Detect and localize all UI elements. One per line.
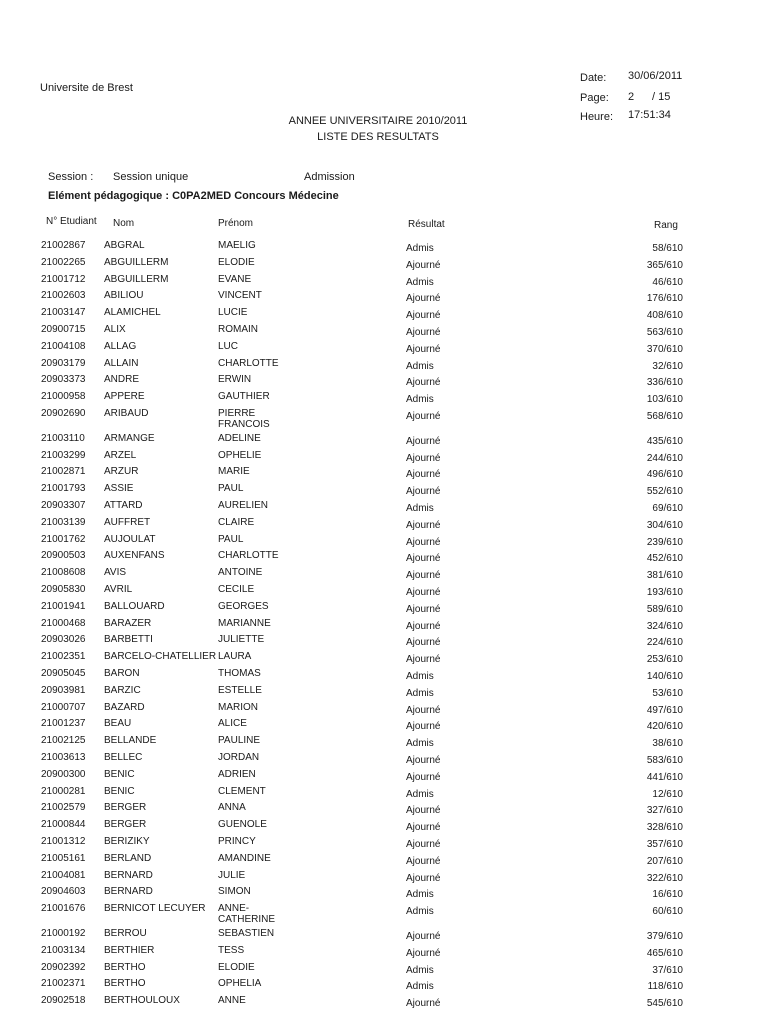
student-prenom: ADELINE [218, 432, 261, 444]
student-rang: 322/610 [646, 872, 683, 884]
student-id: 20900715 [41, 324, 86, 335]
table-row [0, 289, 768, 305]
date-value: 30/06/2011 [628, 70, 683, 82]
student-resultat: Admis [406, 394, 434, 406]
table-row [0, 600, 768, 616]
student-id: 21001762 [41, 533, 86, 545]
student-resultat: Ajourné [406, 259, 441, 271]
student-id: 21003134 [41, 944, 86, 956]
student-id: 21003613 [41, 752, 86, 763]
student-rang: 244/610 [646, 452, 683, 464]
student-rang: 563/610 [646, 327, 683, 338]
student-rang: 381/610 [646, 570, 683, 582]
student-id: 20904603 [41, 886, 86, 898]
student-resultat: Admis [406, 964, 434, 976]
student-nom: ALLAG [104, 340, 137, 352]
student-rang: 69/610 [652, 503, 683, 514]
table-row [0, 734, 768, 750]
student-resultat: Ajourné [406, 998, 441, 1010]
student-prenom: PIERRE [218, 408, 256, 419]
student-nom: AUXENFANS [104, 550, 165, 562]
table-row [0, 994, 768, 1010]
student-resultat: Ajourné [406, 452, 441, 464]
student-resultat: Admis [406, 788, 434, 800]
student-id: 21000707 [41, 701, 86, 713]
student-resultat: Ajourné [406, 310, 441, 322]
table-row [0, 566, 768, 582]
student-nom: ABGUILLERM [104, 273, 169, 285]
university-name: Universite de Brest [40, 82, 133, 94]
table-row [0, 785, 768, 801]
student-rang: 38/610 [652, 738, 683, 750]
student-prenom: CHARLOTTE [218, 357, 279, 369]
student-prenom: CLEMENT [218, 785, 266, 797]
student-nom: BERGER [104, 802, 147, 814]
student-prenom-continued: FRANCOIS [218, 419, 270, 430]
student-nom: ABGUILLERM [104, 256, 169, 268]
table-row [0, 533, 768, 549]
student-rang: 32/610 [652, 360, 683, 372]
student-prenom: CECILE [218, 584, 255, 595]
student-rang: 589/610 [646, 603, 683, 615]
student-prenom: AMANDINE [218, 852, 271, 864]
student-resultat: Ajourné [406, 721, 441, 733]
student-rang: 327/610 [646, 805, 683, 817]
column-header-prenom: Prénom [218, 218, 254, 229]
student-rang: 224/610 [646, 637, 683, 649]
student-rang: 60/610 [652, 906, 683, 918]
student-resultat: Ajourné [406, 587, 441, 598]
student-nom: ASSIE [104, 483, 134, 495]
table-row [0, 902, 768, 926]
table-row [0, 944, 768, 960]
student-nom: BAZARD [104, 701, 145, 713]
table-row [0, 357, 768, 373]
student-prenom: PRINCY [218, 836, 256, 847]
student-id: 20905045 [41, 668, 86, 679]
column-header-id: N° Etudiant [46, 216, 97, 227]
column-header-nom: Nom [113, 218, 135, 229]
table-row [0, 256, 768, 272]
student-id: 21000468 [41, 617, 86, 629]
student-nom: ARMANGE [104, 432, 155, 444]
student-id: 20903373 [41, 374, 86, 386]
student-rang: 176/610 [646, 293, 683, 305]
table-row [0, 801, 768, 817]
table-row [0, 835, 768, 851]
student-rang: 452/610 [646, 553, 683, 565]
student-prenom: VINCENT [218, 290, 262, 302]
table-row [0, 583, 768, 599]
student-prenom: CLAIRE [218, 516, 255, 528]
student-nom: ARZEL [104, 449, 137, 461]
student-prenom: JULIETTE [218, 634, 265, 646]
student-prenom: MARION [218, 701, 258, 713]
table-row [0, 239, 768, 255]
student-id: 21002351 [41, 651, 86, 663]
student-prenom: LUC [218, 340, 239, 352]
student-nom: ALIX [104, 324, 126, 335]
student-resultat: Ajourné [406, 435, 441, 447]
admission-label: Admission [304, 171, 355, 183]
student-id: 21001793 [41, 483, 86, 495]
student-id: 21000192 [41, 928, 86, 939]
student-resultat: Ajourné [406, 755, 441, 766]
student-nom: ALLAIN [104, 357, 139, 369]
student-prenom: LAURA [218, 651, 252, 663]
student-prenom: ELODIE [218, 256, 255, 268]
table-row [0, 432, 768, 448]
table-row [0, 407, 768, 430]
academic-year-title: ANNEE UNIVERSITAIRE 2010/2011 [288, 115, 468, 127]
student-resultat: Ajourné [406, 536, 441, 548]
student-resultat: Ajourné [406, 805, 441, 817]
student-nom: AUFFRET [104, 516, 151, 528]
table-row [0, 885, 768, 901]
student-rang: 408/610 [646, 310, 683, 322]
student-resultat: Ajourné [406, 654, 441, 666]
student-rang: 357/610 [646, 839, 683, 850]
student-prenom: ALICE [218, 718, 247, 730]
table-row [0, 927, 768, 943]
student-nom: BELLEC [104, 752, 143, 763]
student-resultat: Admis [406, 671, 434, 682]
student-prenom: ESTELLE [218, 684, 262, 696]
student-prenom: ROMAIN [218, 324, 258, 335]
student-prenom: TESS [218, 944, 245, 956]
table-row [0, 390, 768, 406]
student-resultat: Ajourné [406, 293, 441, 305]
time-label: Heure: [580, 111, 614, 123]
table-row [0, 549, 768, 565]
column-header-rang: Rang [654, 220, 678, 231]
student-resultat: Admis [406, 738, 434, 750]
student-resultat: Admis [406, 981, 434, 993]
student-rang: 58/610 [652, 243, 683, 254]
student-id: 21002603 [41, 290, 86, 302]
student-id: 21002871 [41, 466, 86, 478]
student-rang: 552/610 [646, 486, 683, 498]
table-row [0, 373, 768, 389]
student-nom: BENIC [104, 785, 135, 797]
student-resultat: Ajourné [406, 771, 441, 783]
student-resultat: Ajourné [406, 411, 441, 422]
table-row [0, 617, 768, 633]
table-row [0, 516, 768, 532]
student-prenom: SIMON [218, 886, 251, 898]
student-nom: ATTARD [104, 500, 143, 511]
student-prenom: AURELIEN [218, 500, 269, 511]
table-row [0, 701, 768, 717]
student-id: 21004081 [41, 869, 86, 881]
student-id: 21005161 [41, 852, 86, 864]
student-id: 21001712 [41, 273, 86, 285]
student-nom: BERTHOULOUX [104, 995, 180, 1007]
student-resultat: Ajourné [406, 327, 441, 338]
student-resultat: Ajourné [406, 637, 441, 649]
student-nom: BARZIC [104, 684, 141, 696]
student-id: 21000958 [41, 391, 86, 403]
student-id: 20900300 [41, 768, 86, 780]
student-rang: 568/610 [646, 411, 683, 422]
student-rang: 140/610 [646, 671, 683, 682]
student-prenom: ANTOINE [218, 567, 263, 579]
student-rang: 253/610 [646, 654, 683, 666]
student-prenom: LUCIE [218, 307, 248, 319]
student-prenom: ANNE- [218, 903, 250, 915]
student-rang: 118/610 [647, 981, 683, 993]
student-prenom: ERWIN [218, 374, 252, 386]
student-resultat: Ajourné [406, 872, 441, 884]
table-row [0, 667, 768, 683]
student-id: 20902518 [41, 995, 86, 1007]
student-prenom: ADRIEN [218, 768, 256, 780]
student-prenom: OPHELIE [218, 449, 262, 461]
table-row [0, 482, 768, 498]
student-id: 21001941 [41, 600, 86, 612]
student-nom: BERLAND [104, 852, 152, 864]
table-row [0, 340, 768, 356]
student-prenom: OPHELIA [218, 978, 262, 990]
time-value: 17:51:34 [628, 109, 671, 121]
student-prenom: MAELIG [218, 240, 256, 251]
student-id: 21004108 [41, 340, 86, 352]
student-id: 21001237 [41, 718, 86, 730]
student-id: 21000844 [41, 819, 86, 831]
student-id: 21001312 [41, 836, 86, 847]
student-prenom: MARIANNE [218, 617, 271, 629]
student-resultat: Ajourné [406, 377, 441, 389]
table-row [0, 465, 768, 481]
student-prenom: PAUL [218, 483, 244, 495]
student-prenom: CHARLOTTE [218, 550, 279, 562]
table-row [0, 717, 768, 733]
student-rang: 336/610 [646, 377, 683, 389]
student-rang: 12/610 [652, 788, 683, 800]
student-nom: APPERE [104, 391, 145, 403]
student-rang: 365/610 [646, 259, 683, 271]
student-resultat: Ajourné [406, 704, 441, 716]
student-rang: 46/610 [652, 276, 683, 288]
student-rang: 37/610 [652, 964, 683, 976]
session-label: Session : [48, 171, 94, 183]
student-id: 21002867 [41, 240, 86, 251]
student-nom: BERTHO [104, 978, 146, 990]
table-row [0, 869, 768, 885]
student-nom: ABILIOU [104, 290, 144, 302]
student-resultat: Admis [406, 906, 434, 918]
table-row [0, 273, 768, 289]
student-resultat: Ajourné [406, 839, 441, 850]
student-id: 21002125 [41, 735, 86, 747]
student-nom: ABGRAL [104, 240, 145, 251]
student-id: 21002265 [41, 256, 86, 268]
student-rang: 103/610 [646, 394, 683, 406]
table-row [0, 751, 768, 767]
table-row [0, 768, 768, 784]
student-resultat: Ajourné [406, 553, 441, 565]
student-nom: BERNARD [104, 886, 153, 898]
student-nom: BERIZIKY [104, 836, 150, 847]
student-nom: ANDRE [104, 374, 140, 386]
student-nom: BERTHIER [104, 944, 155, 956]
column-header-resultat: Résultat [408, 219, 445, 230]
student-rang: 496/610 [646, 469, 683, 481]
student-rang: 53/610 [652, 687, 683, 699]
student-prenom: JORDAN [218, 752, 260, 763]
student-rang: 193/610 [646, 587, 683, 598]
table-row [0, 633, 768, 649]
student-prenom: JULIE [218, 869, 246, 881]
table-row [0, 306, 768, 322]
student-prenom: GUENOLE [218, 819, 267, 831]
student-prenom: EVANE [218, 273, 252, 285]
student-id: 21003139 [41, 516, 86, 528]
student-nom: BARAZER [104, 617, 152, 629]
student-rang: 304/610 [646, 519, 683, 531]
results-list-title: LISTE DES RESULTATS [317, 131, 439, 143]
student-resultat: Admis [406, 360, 434, 372]
student-id: 21002579 [41, 802, 86, 814]
session-value: Session unique [113, 171, 189, 183]
table-row [0, 961, 768, 977]
student-id: 21000281 [41, 785, 86, 797]
student-nom: BARBETTI [104, 634, 153, 646]
table-row [0, 499, 768, 515]
student-rang: 379/610 [646, 931, 683, 942]
student-nom: BARCELO-CHATELLIER [104, 651, 217, 663]
student-id: 20900503 [41, 550, 86, 562]
student-resultat: Admis [406, 889, 434, 901]
student-id: 20902690 [41, 408, 86, 419]
student-rang: 16/610 [652, 889, 683, 901]
student-id: 21003147 [41, 307, 86, 319]
student-id: 20905830 [41, 584, 86, 595]
student-id: 20903981 [41, 684, 86, 696]
student-nom: BEAU [104, 718, 132, 730]
student-resultat: Ajourné [406, 947, 441, 959]
student-resultat: Ajourné [406, 931, 441, 942]
student-id: 20903307 [41, 500, 86, 511]
student-rang: 370/610 [646, 343, 683, 355]
page-number: 2 [628, 91, 635, 103]
table-row [0, 323, 768, 339]
student-id: 21002371 [41, 978, 86, 990]
student-nom: BENIC [104, 768, 135, 780]
student-nom: BERNICOT LECUYER [104, 903, 206, 915]
student-resultat: Ajourné [406, 855, 441, 867]
student-id: 20902392 [41, 961, 86, 973]
student-id: 21003110 [41, 432, 85, 444]
student-prenom: ELODIE [218, 961, 255, 973]
student-prenom: ANNE [218, 995, 246, 1007]
student-nom: BERNARD [104, 869, 153, 881]
student-prenom: THOMAS [218, 668, 261, 679]
student-resultat: Admis [406, 503, 434, 514]
student-nom: BERTHO [104, 961, 146, 973]
student-rang: 207/610 [646, 855, 683, 867]
table-row [0, 449, 768, 465]
student-resultat: Ajourné [406, 603, 441, 615]
student-resultat: Ajourné [406, 486, 441, 498]
page-total: / 15 [652, 91, 671, 103]
student-rang: 324/610 [646, 620, 683, 632]
table-row [0, 650, 768, 666]
student-id: 20903026 [41, 634, 86, 646]
student-nom: ARIBAUD [104, 408, 149, 419]
student-nom: ARZUR [104, 466, 139, 478]
student-resultat: Ajourné [406, 570, 441, 582]
date-label: Date: [580, 72, 607, 84]
student-prenom: PAULINE [218, 735, 261, 747]
student-prenom-continued: CATHERINE [218, 914, 276, 926]
student-resultat: Admis [406, 687, 434, 699]
table-row [0, 977, 768, 993]
student-prenom: SEBASTIEN [218, 928, 275, 939]
student-resultat: Ajourné [406, 343, 441, 355]
table-row [0, 684, 768, 700]
student-id: 21003299 [41, 449, 86, 461]
student-rang: 420/610 [646, 721, 683, 733]
student-id: 21001676 [41, 903, 86, 915]
student-resultat: Admis [406, 243, 434, 254]
table-row [0, 818, 768, 834]
page-label: Page: [580, 92, 609, 104]
student-rang: 465/610 [646, 947, 683, 959]
student-resultat: Ajourné [406, 620, 441, 632]
student-resultat: Ajourné [406, 469, 441, 481]
student-rang: 583/610 [646, 755, 683, 766]
student-prenom: MARIE [218, 466, 250, 478]
student-rang: 435/610 [646, 435, 683, 447]
student-nom: AVRIL [104, 584, 133, 595]
student-nom: BERGER [104, 819, 147, 831]
student-nom: ALAMICHEL [104, 307, 161, 319]
student-nom: BALLOUARD [104, 600, 165, 612]
table-row [0, 852, 768, 868]
student-resultat: Admis [406, 276, 434, 288]
student-resultat: Ajourné [406, 519, 441, 531]
student-resultat: Ajourné [406, 822, 441, 834]
student-rang: 545/610 [646, 998, 683, 1010]
student-rang: 239/610 [646, 536, 683, 548]
student-rang: 441/610 [646, 771, 683, 783]
student-id: 20903179 [41, 357, 86, 369]
student-nom: BARON [104, 668, 140, 679]
student-nom: AUJOULAT [104, 533, 156, 545]
student-id: 21008608 [41, 567, 86, 579]
student-nom: BELLANDE [104, 735, 157, 747]
student-prenom: GEORGES [218, 600, 269, 612]
student-rang: 328/610 [646, 822, 683, 834]
student-nom: AVIS [104, 567, 127, 579]
student-prenom: ANNA [218, 802, 246, 814]
student-prenom: PAUL [218, 533, 244, 545]
student-rang: 497/610 [646, 704, 683, 716]
student-nom: BERROU [104, 928, 147, 939]
element-pedagogique: Elément pédagogique : C0PA2MED Concours Médecine [48, 190, 339, 202]
student-prenom: GAUTHIER [218, 391, 270, 403]
